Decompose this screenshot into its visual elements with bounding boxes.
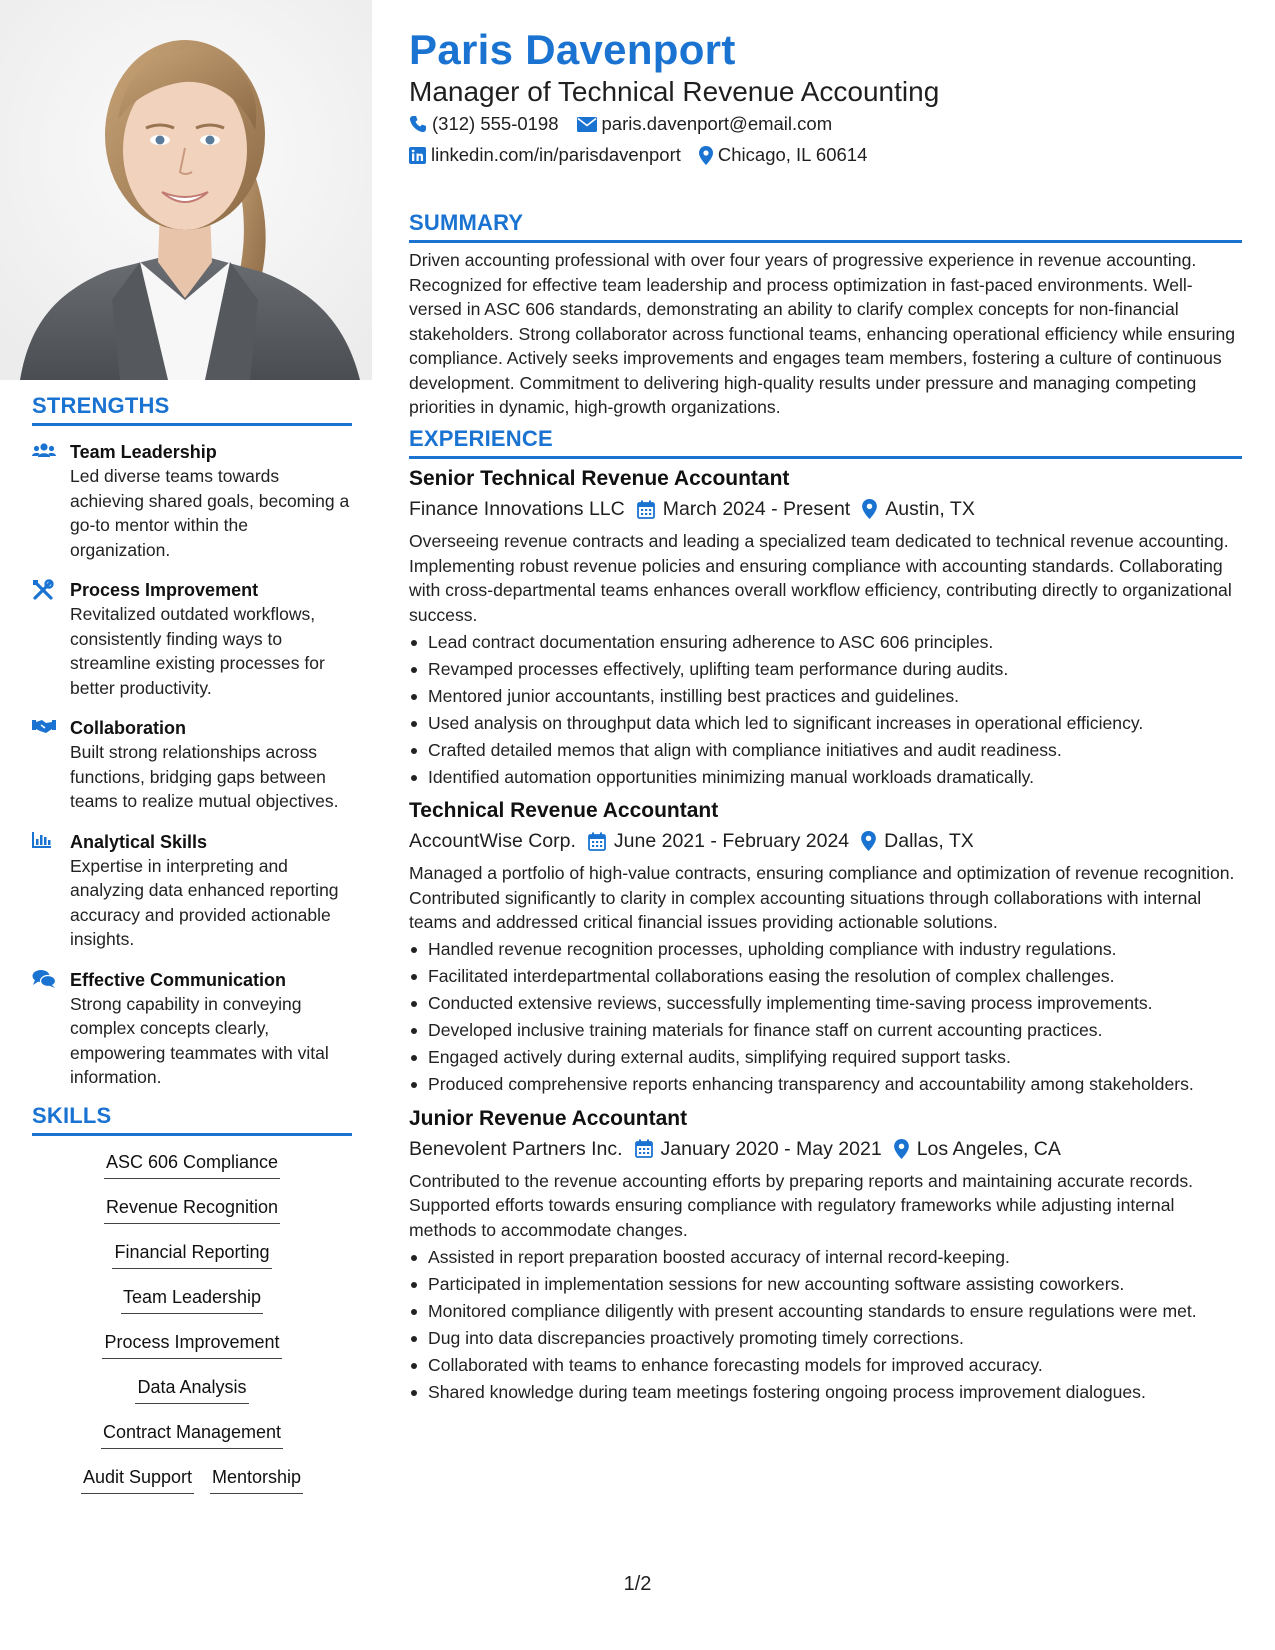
skill-tag: Mentorship: [210, 1461, 303, 1494]
strength-item: [32, 968, 352, 1090]
contact-row-2: [409, 143, 867, 167]
skill-tag: Contract Management: [101, 1416, 283, 1449]
email-text: paris.davenport@email.com: [601, 113, 833, 134]
handshake-icon: [32, 717, 58, 739]
linkedin-icon: [409, 147, 426, 164]
skill-tag: Team Leadership: [121, 1281, 263, 1314]
linkedin-contact[interactable]: [409, 143, 681, 167]
comments-icon: [32, 969, 58, 991]
strength-item: [32, 716, 352, 814]
bullet-item: Mentored junior accountants, instilling best practices and guidelines.: [409, 684, 1242, 709]
job-title: Technical Revenue Accountant: [409, 799, 719, 822]
linkedin-text: linkedin.com/in/parisdavenport: [431, 144, 681, 165]
map-pin-icon: [894, 1139, 909, 1159]
job-dates: June 2021 - February 2024: [613, 830, 850, 852]
contact-row-1: [409, 112, 832, 136]
location-text: Chicago, IL 60614: [717, 144, 868, 165]
bullet-item: Dug into data discrepancies proactively promoting timely corrections.: [409, 1326, 1242, 1351]
skill-tag: Revenue Recognition: [104, 1191, 280, 1224]
job-description: Contributed to the revenue accounting efforts by preparing reports and maintaining accurate records. Supported efforts towards ensuring compliance with regulatory frameworks while adjusting internal methods to accommodate changes.: [409, 1170, 1194, 1240]
tools-icon: [32, 579, 58, 601]
summary-heading: SUMMARY: [409, 210, 1242, 243]
map-pin-icon: [699, 146, 713, 165]
job-company: Benevolent Partners Inc.: [409, 1137, 623, 1160]
phone-text: (312) 555-0198: [432, 113, 559, 134]
strengths-heading: STRENGTHS: [32, 393, 352, 426]
strength-text: Expertise in interpreting and analyzing data enhanced reporting accuracy and provided actionable insights.: [70, 855, 339, 949]
strength-text: Revitalized outdated workflows, consistently finding ways to streamline existing processes for better productivity.: [70, 604, 325, 698]
job-location: Dallas, TX: [884, 830, 974, 852]
skills-heading: SKILLS: [32, 1103, 352, 1136]
bullet-item: Used analysis on throughput data which led to significant increases in operational efficiency.: [409, 711, 1242, 736]
bullet-item: Facilitated interdepartmental collaborations easing the resolution of complex challenges.: [409, 964, 1242, 989]
skill-tag: Process Improvement: [102, 1326, 281, 1359]
map-pin-icon: [862, 499, 877, 519]
bullet-item: Identified automation opportunities minimizing manual workloads dramatically.: [409, 765, 1242, 790]
left-column: [0, 0, 378, 1650]
skill-tag: Financial Reporting: [112, 1236, 271, 1269]
skill-tag: ASC 606 Compliance: [104, 1146, 280, 1179]
bullet-item: Produced comprehensive reports enhancing transparency and accountability among stakeholders.: [409, 1072, 1242, 1097]
bullet-item: Handled revenue recognition processes, upholding compliance with industry regulations.: [409, 937, 1242, 962]
job-entry: [409, 797, 1242, 1097]
job-company: AccountWise Corp.: [409, 830, 576, 852]
envelope-icon: [577, 117, 597, 132]
strength-title: Team Leadership: [70, 442, 217, 462]
job-company: Finance Innovations LLC: [409, 498, 625, 520]
strengths-section: [32, 393, 352, 1090]
job-title: Senior Technical Revenue Accountant: [409, 467, 790, 490]
strength-title: Collaboration: [70, 718, 186, 738]
skills-section: [32, 1103, 352, 1506]
strength-text: Led diverse teams towards achieving shared goals, becoming a go-to mentor within the organization.: [70, 466, 350, 560]
portrait-image: [0, 0, 372, 380]
skill-tag: Data Analysis: [135, 1371, 248, 1404]
calendar-icon: [635, 1139, 653, 1158]
job-bullets: [409, 1245, 1242, 1405]
job-bullets: [409, 630, 1242, 790]
job-bullets: [409, 937, 1242, 1097]
users-icon: [32, 441, 58, 463]
summary-text: Driven accounting professional with over four years of progressive experience in revenue accounting. Recognized for effective team leadership and process optimization in fast-paced environments. Well-versed in ASC 606 standards, demonstrating an ability to clarify complex concepts for non-financial stakeholders. Strong collaborator across functional teams, enhancing operational efficiency while ensuring compliance. Actively seeks improvements and engages team members, fostering a culture of continuous development. Commitment to delivering high-quality results under pressure and managing competing priorities in dynamic, high-growth organizations.: [409, 250, 1236, 417]
bar-chart-icon: [32, 831, 58, 853]
bullet-item: Assisted in report preparation boosted accuracy of internal record-keeping.: [409, 1245, 1242, 1270]
page-number: 1/2: [623, 1573, 652, 1595]
bullet-item: Lead contract documentation ensuring adherence to ASC 606 principles.: [409, 630, 1242, 655]
map-pin-icon: [861, 831, 876, 851]
bullet-item: Developed inclusive training materials for finance staff on current accounting practices.: [409, 1018, 1242, 1043]
calendar-icon: [637, 500, 655, 519]
job-dates: January 2020 - May 2021: [660, 1137, 882, 1160]
job-entry: [409, 465, 1242, 789]
job-location: Los Angeles, CA: [916, 1137, 1061, 1160]
bullet-item: Shared knowledge during team meetings fostering ongoing process improvement dialogues.: [409, 1380, 1242, 1405]
strength-text: Built strong relationships across functions, bridging gaps between teams to realize mutual objectives.: [70, 742, 339, 811]
strength-item: [32, 440, 352, 562]
bullet-item: Participated in implementation sessions for new accounting software assisting coworkers.: [409, 1272, 1242, 1297]
bullet-item: Collaborated with teams to enhance forecasting models for improved accuracy.: [409, 1353, 1242, 1378]
phone-contact[interactable]: [409, 112, 559, 136]
strength-item: [32, 578, 352, 700]
job-entry: [409, 1105, 1242, 1405]
summary-section: [409, 210, 1242, 420]
job-meta: [409, 495, 1242, 523]
job-meta: [409, 827, 1242, 855]
calendar-icon: [588, 832, 606, 851]
strength-title: Analytical Skills: [70, 831, 208, 852]
bullet-item: Crafted detailed memos that align with compliance initiatives and audit readiness.: [409, 738, 1242, 763]
job-title: Junior Revenue Accountant: [409, 1106, 688, 1130]
location-contact: [699, 143, 867, 167]
bullet-item: Monitored compliance diligently with present accounting standards to ensure regulations were met.: [409, 1299, 1242, 1324]
candidate-name: Paris Davenport: [409, 26, 736, 73]
bullet-item: Conducted extensive reviews, successfully implementing time-saving process improvements.: [409, 991, 1242, 1016]
strength-item: [32, 830, 352, 952]
strength-title: Effective Communication: [70, 969, 287, 990]
skills-list: [32, 1146, 352, 1506]
bullet-item: Revamped processes effectively, uplifting team performance during audits.: [409, 657, 1242, 682]
experience-heading: EXPERIENCE: [409, 426, 1242, 459]
bullet-item: Engaged actively during external audits, simplifying required support tasks.: [409, 1045, 1242, 1070]
job-meta: [409, 1135, 1242, 1163]
profile-photo: [0, 0, 372, 380]
job-description: Managed a portfolio of high-value contracts, ensuring compliance and optimization of revenue recognition. Contributed significantly to clarity in complex accounting situations through collaborations with internal teams and addressed critical financial issues providing actionable solutions.: [409, 863, 1235, 932]
experience-section: [409, 426, 1242, 1404]
strength-text: Strong capability in conveying complex concepts clearly, empowering teammates with vital information.: [70, 993, 329, 1087]
skill-tag: Audit Support: [81, 1461, 194, 1494]
email-contact[interactable]: [577, 112, 833, 136]
job-location: Austin, TX: [885, 498, 975, 520]
phone-icon: [409, 115, 427, 133]
candidate-role: Manager of Technical Revenue Accounting: [409, 76, 940, 107]
job-dates: March 2024 - Present: [662, 498, 851, 520]
strength-title: Process Improvement: [70, 580, 259, 600]
job-description: Overseeing revenue contracts and leading a specialized team dedicated to technical revenue accounting. Implementing robust revenue policies and ensuring compliance with accounting standards. Collaborating with cross-departmental teams enhances overall workflow efficiency, contributing directly to organizational success.: [409, 531, 1232, 625]
